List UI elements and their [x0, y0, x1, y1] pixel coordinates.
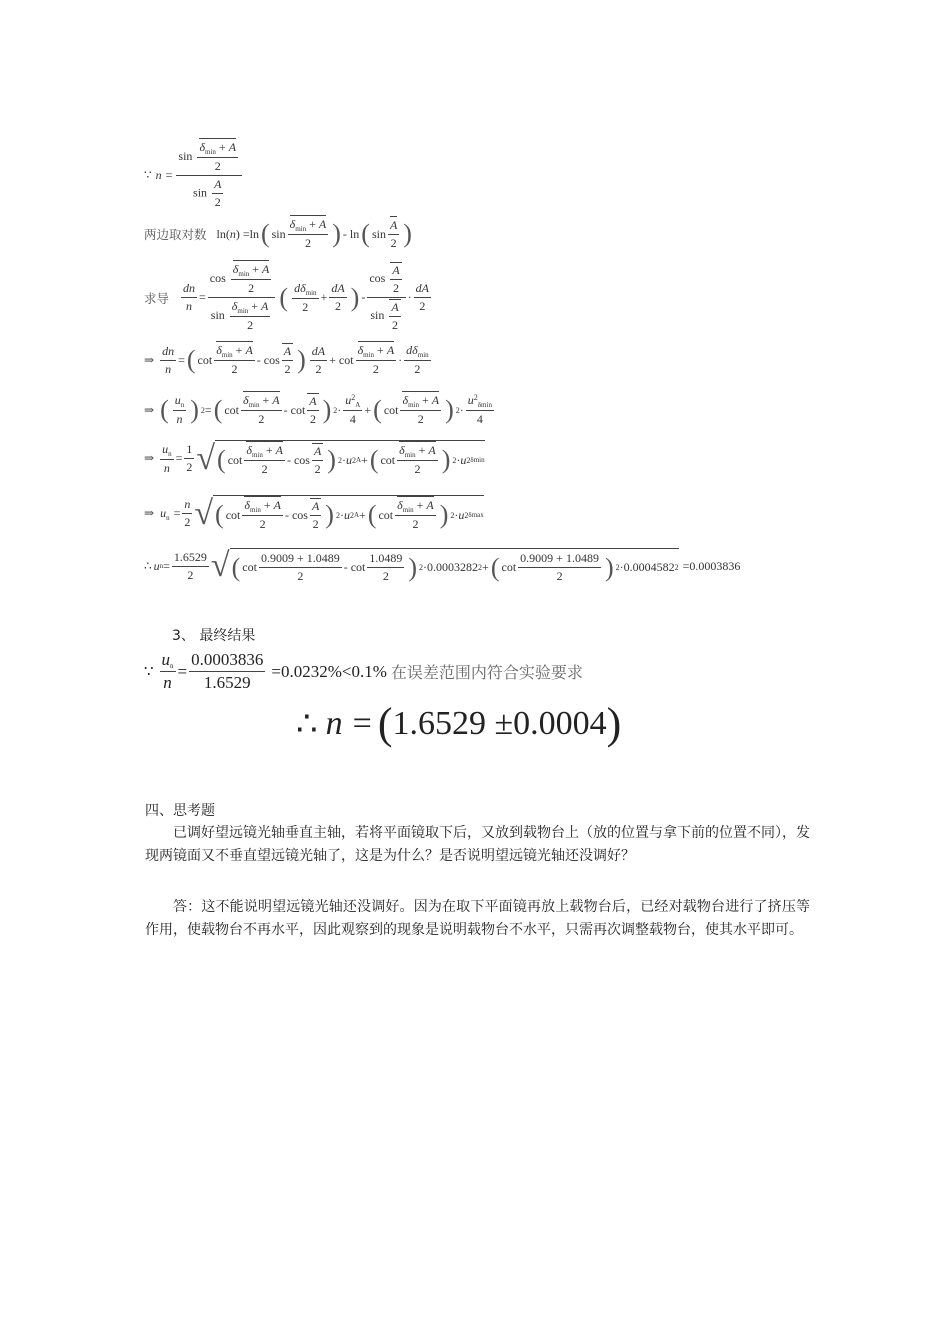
u-a-value: 0.0003282 [427, 560, 479, 574]
u-n-value-2: 0.0003836 [189, 650, 265, 672]
section-4-heading: 四、思考题 [145, 803, 215, 819]
label-derivative: 求导 [144, 290, 170, 306]
answer-paragraph: 答：这不能说明望远镜光轴还没调好。因为在取下平面镜再放上载物台后，已经对载物台进行了挤压等作用，使载物台不再水平，因此观察到的现象是说明载物台不水平，只需再次调整载物台，使其水平即可。 [145, 899, 810, 938]
final-result: ∴ n = ( 1.6529 ±0.0004 ) [296, 699, 622, 748]
equation-refractive-index: ∵ n = sin $\delta_{min} + A$ 2 sin $\frac{A}{2}$ [144, 140, 244, 210]
equation-numeric-uncertainty: ∴ u n = 1.6529 2 √ ( cot 0.9009 + 1.0489 2 - cot 1.0489 2 ) 2 · 0.0003282 2 + ( cot 0.9009 + 1.0489 2 ) 2 · 0.0004582 2 = 0.0003836 [144, 547, 741, 584]
equation-derivative: 求导 dn n = cos $\delta_{min} + A$ 2 sin $\delta_{min} + A$ 2 ( $d\delta_{min}$ 2 + dA 2 ) - cos $\frac{A}{2}$ sin $\frac{A}{2}$ · dA 2 [144, 262, 430, 332]
n-value-2: 1.6529 [203, 673, 251, 692]
because-symbol: ∵ [144, 167, 152, 182]
equation-absolute-uncertainty: ⇒ $u_n$ = n 2 √ ( cot $\delta_{min} + A$ 2 - cos A 2 ) 2 · u 2 A + ( cot $\delta_{min} + A$ 2 ) 2 · u 2 δmax [144, 494, 484, 532]
u-delta-value: 0.0004582 [623, 560, 675, 574]
question-paragraph: 已调好望远镜光轴垂直主轴，若将平面镜取下后，又放到载物台上（放的位置与拿下前的位置不同），发现两镜面又不垂直望远镜光轴了，这是为什么？是否说明望远镜光轴还没调好？ [145, 825, 810, 864]
therefore-symbol: ∴ [144, 558, 152, 573]
n-value-1: 1.6529 [172, 550, 209, 567]
a-value-2: 1.0489 [367, 551, 404, 568]
ratio-percent: =0.0232%<0.1% [271, 661, 387, 681]
section-3-heading: 3、 最终结果 [172, 628, 256, 644]
delta-min-value-2: 0.9009 [520, 551, 554, 565]
u-n-value-1: 0.0003836 [689, 558, 741, 573]
implies-symbol: ⇒ [144, 352, 155, 367]
result-ratio: ∵ $u_n$ n = $\frac{0.0003836}{1.6529}$ =0.0232%<0.1% 在误差范围内符合实验要求 [144, 650, 583, 692]
equation-log: 两边取对数 ln(n) =ln ( sin $\delta_{min} + A$ 2 ) - ln ( sin A 2 ) [144, 217, 412, 250]
within-error-text: 在误差范围内符合实验要求 [390, 663, 583, 682]
equation-cot-form: ⇒ dn n = ( cot $\delta_{min} + A$ 2 - cos A 2 ) dA 2 + cot $\delta_{min} + A$ 2 · $d\delta_{min}$ 2 [144, 343, 429, 376]
label-two-sides-log: 两边取对数 [144, 227, 207, 242]
a-value-1: 1.0489 [306, 551, 340, 565]
delta-min-value-1: 0.9009 [260, 551, 294, 565]
final-result-value: 1.6529 ±0.0004 [392, 705, 607, 742]
equation-squared-uncertainty: ⇒ ( $u_n$ n ) 2 = ( cot $\delta_{min} + A$ 2 - cot A 2 ) 2 · $u^2_A$ 4 + ( cot $\delta_{min} + A$ 2 ) 2 · $u^2_{\delta min}$ 4 [144, 393, 492, 426]
equation-relative-uncertainty: ⇒ $u_n$ n = 1 2 √ ( cot $\delta_{min} + A$ 2 - cos A 2 ) 2 · u 2 A + ( cot $\delta_{min} + A$ 2 ) 2 · u 2 δmin [144, 439, 485, 477]
a-value-3: 1.0489 [565, 551, 599, 565]
